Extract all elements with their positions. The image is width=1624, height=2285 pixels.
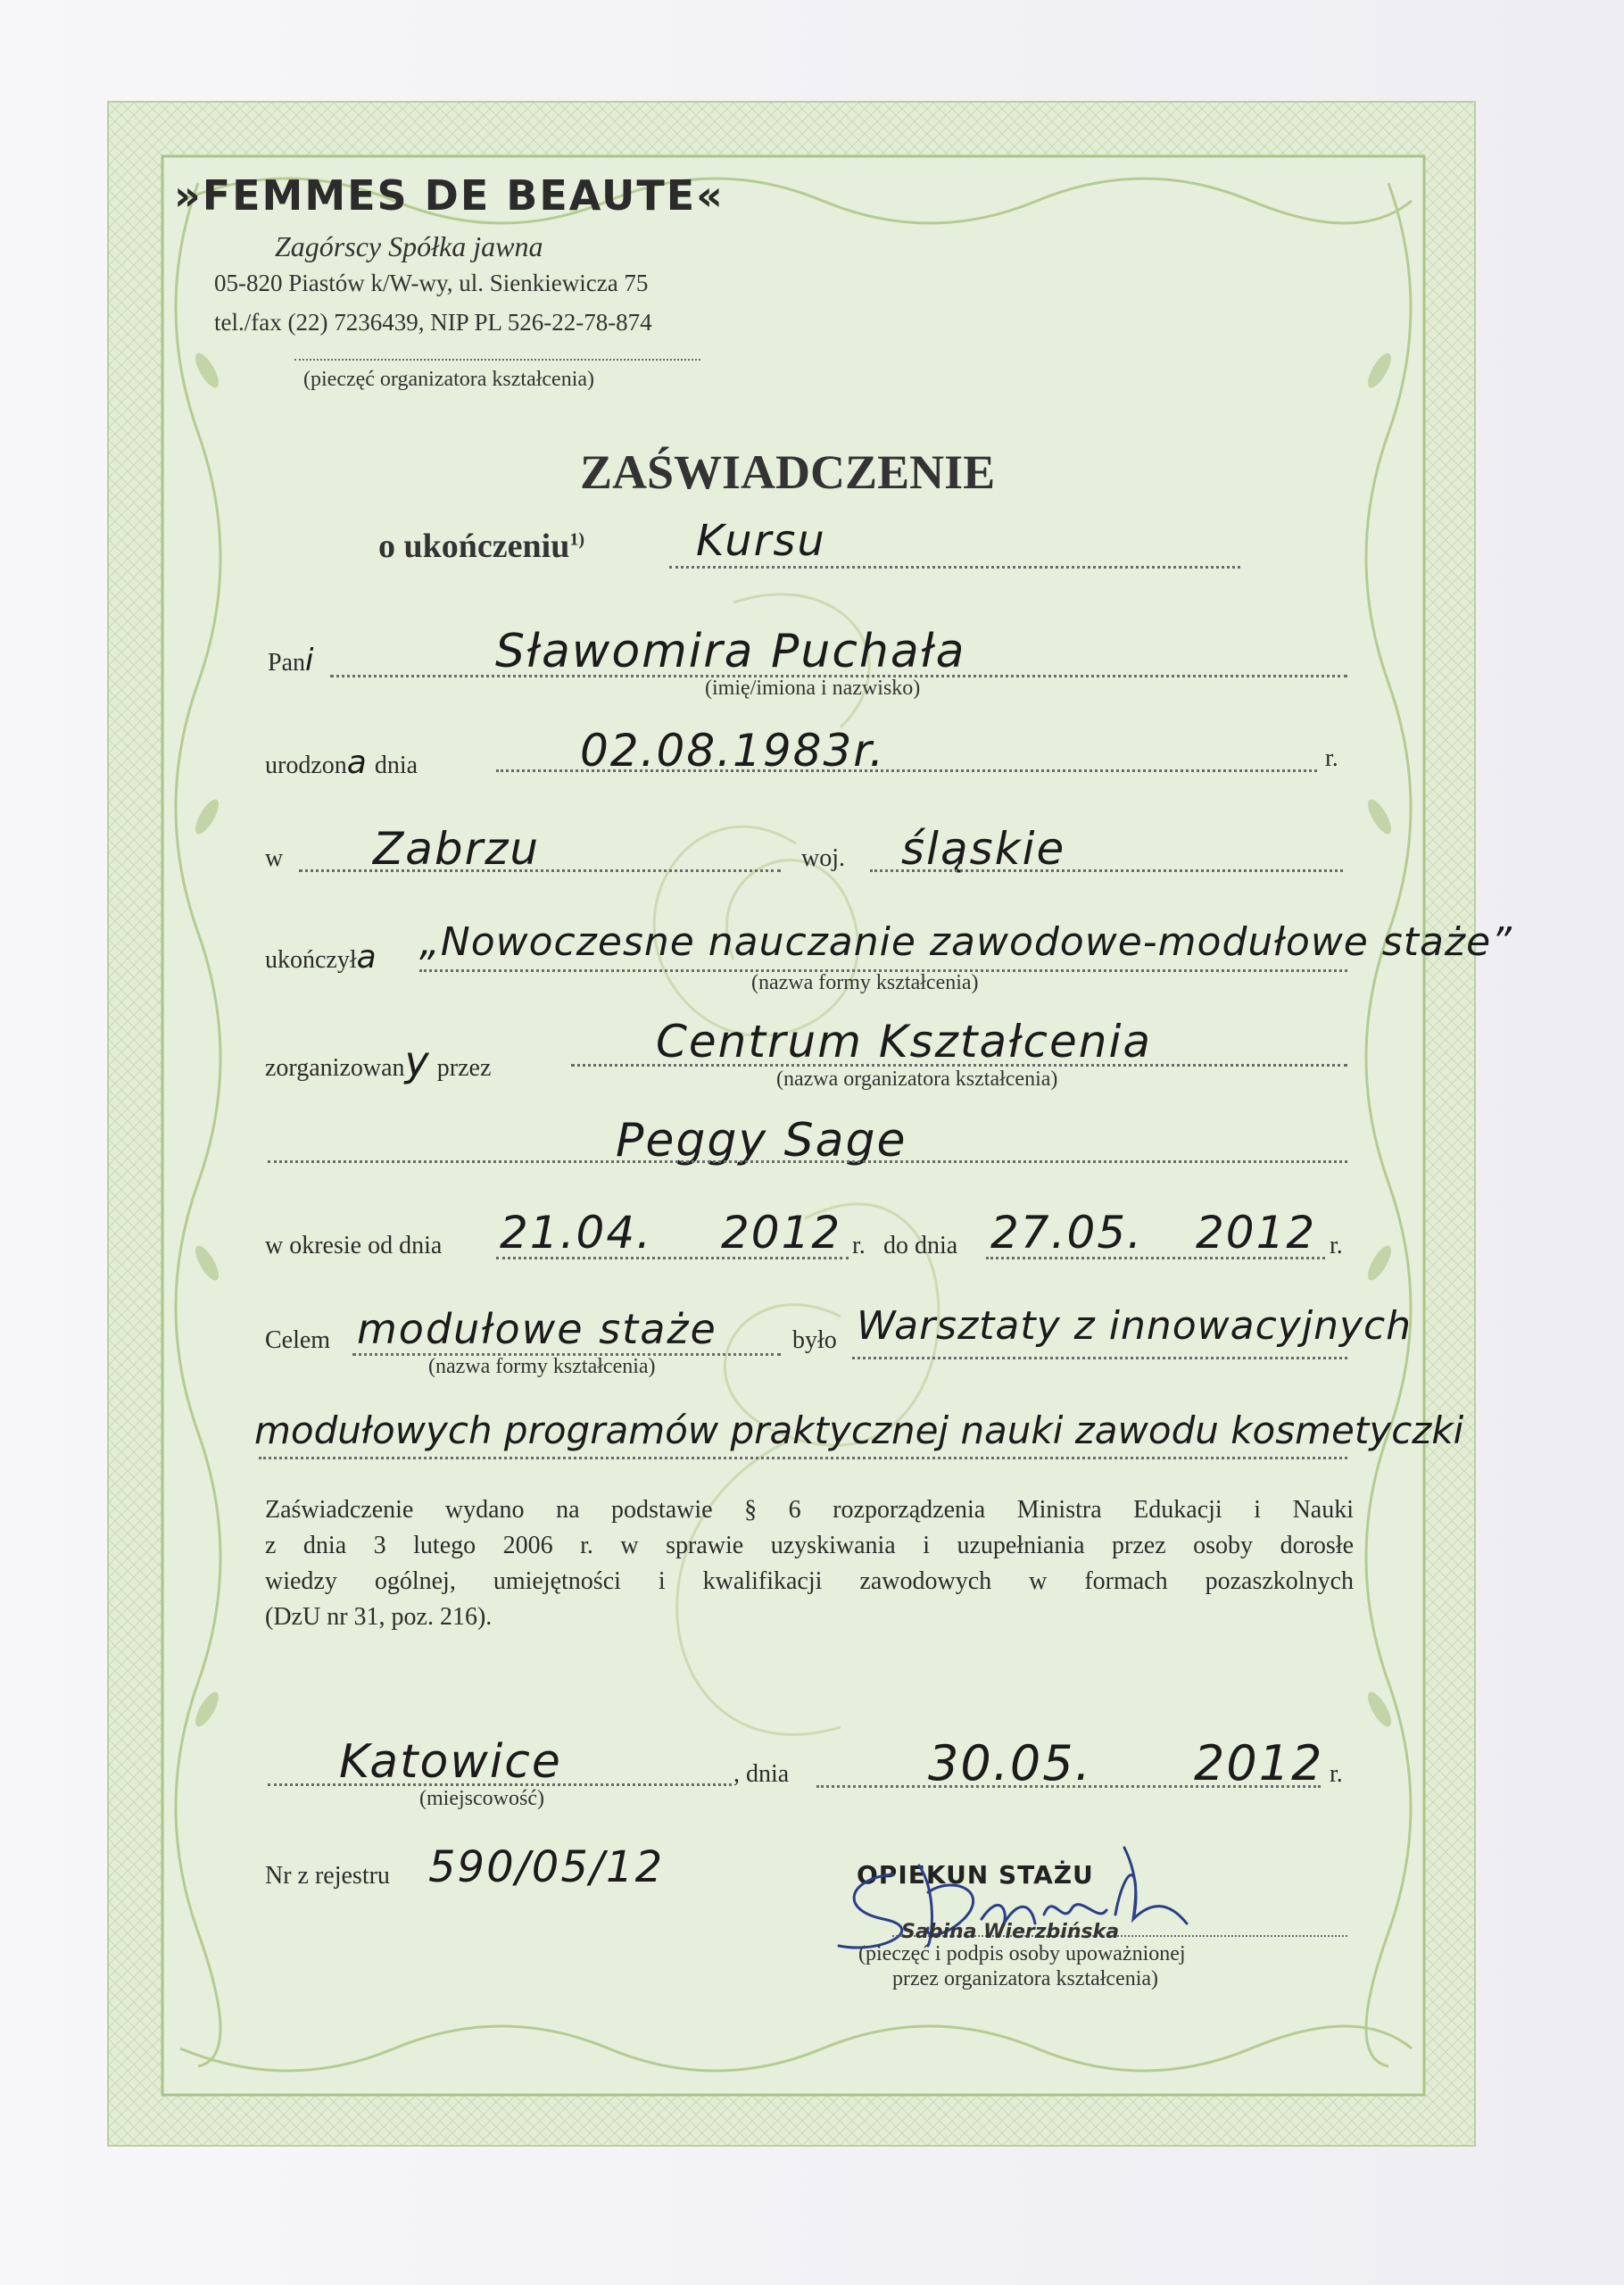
organizer-suffix: y xyxy=(404,1037,431,1085)
stamp-caption: (pieczęć organizatora kształcenia) xyxy=(303,368,595,391)
purpose-label: Celem xyxy=(265,1326,331,1354)
period-from-suffix: r. xyxy=(852,1232,866,1259)
organizer-by-label: przez xyxy=(436,1054,492,1082)
issue-date-dotted-line xyxy=(816,1785,1321,1788)
period-to-daymonth: 27.05. xyxy=(990,1207,1144,1259)
organizer-label-text: zorganizowan xyxy=(265,1054,405,1082)
stamp-company: »FEMMES DE BEAUTE« xyxy=(174,171,725,220)
purpose-form-caption: (nazwa formy kształcenia) xyxy=(428,1355,656,1378)
person-label xyxy=(268,643,315,678)
stamp-dotted-line xyxy=(294,359,700,361)
purpose-value-line2: modułowych programów praktycznej nauki zawodu kosmetyczki xyxy=(254,1408,1464,1452)
completion-label xyxy=(378,527,584,566)
purpose-dotted-line xyxy=(852,1357,1347,1359)
register-value: 590/05/12 xyxy=(428,1842,665,1892)
signature-caption-line1: (pieczęć i podpis osoby upoważnionej xyxy=(858,1942,1186,1965)
legal-text-line: z dnia 3 lutego 2006 r. w sprawie uzyskiwania i uzupełniania przez osoby dorosłe xyxy=(265,1532,1354,1559)
place-label: w xyxy=(265,844,284,872)
organizer-caption: (nazwa organizatora kształcenia) xyxy=(776,1068,1058,1091)
period-from-daymonth: 21.04. xyxy=(500,1207,653,1259)
person-label-text: Pan xyxy=(268,649,305,677)
birth-label-text: urodzon xyxy=(265,752,347,779)
person-name: Sławomira Puchała xyxy=(495,625,966,678)
issue-place: Katowice xyxy=(339,1735,562,1789)
period-to-label: do dnia xyxy=(883,1232,958,1259)
voivodeship-dotted-line xyxy=(870,869,1343,872)
organizer-label xyxy=(265,1037,491,1085)
stamp-owner: Zagórscy Spółka jawna xyxy=(275,230,543,262)
purpose-dotted-line-2 xyxy=(259,1457,1347,1459)
signature-caption-line2: przez organizatora kształcenia) xyxy=(892,1967,1159,1990)
completed-value: „Nowoczesne nauczanie zawodowe-modułowe staże” xyxy=(419,919,1512,965)
completion-dotted-line xyxy=(669,566,1240,569)
issue-date-daymonth: 30.05. xyxy=(928,1735,1092,1791)
birth-day-label: dnia xyxy=(374,752,418,779)
issue-place-dotted-line xyxy=(268,1783,732,1786)
voivodeship-label: woj. xyxy=(801,844,845,872)
completed-label xyxy=(265,939,378,976)
birth-date: 02.08.1983r. xyxy=(580,725,886,777)
organizer-value-line2: Peggy Sage xyxy=(616,1114,907,1167)
issue-date-suffix: r. xyxy=(1330,1760,1343,1788)
person-suffix: i xyxy=(305,643,316,678)
completion-value: Kursu xyxy=(696,516,826,566)
stamp-contact: tel./fax (22) 7236439, NIP PL 526-22-78-874 xyxy=(214,309,652,336)
issue-place-caption: (miejscowość) xyxy=(419,1787,544,1810)
legal-text-block xyxy=(265,1492,1354,1635)
organizer-dotted-line-2 xyxy=(268,1160,1347,1163)
legal-text-line: wiedzy ogólnej, umiejętności i kwalifikacji zawodowych w formach pozaszkolnych xyxy=(265,1567,1354,1595)
purpose-value-line1: Warsztaty z innowacyjnych xyxy=(857,1303,1413,1349)
period-to-dotted-line xyxy=(986,1257,1325,1259)
issue-day-label: , dnia xyxy=(733,1760,790,1788)
person-caption: (imię/imiona i nazwisko) xyxy=(705,677,921,700)
document-title: ZAŚWIADCZENIE xyxy=(580,445,996,499)
period-from-dotted-line xyxy=(496,1257,849,1259)
birth-suffix: a xyxy=(346,744,369,781)
place-dotted-line xyxy=(299,869,781,872)
legal-text-line: (DzU nr 31, poz. 216). xyxy=(265,1603,493,1631)
completed-suffix: a xyxy=(356,939,378,976)
period-to-suffix: r. xyxy=(1330,1232,1343,1259)
signature-stamp-title: OPIEKUN STAŻU xyxy=(857,1860,1094,1890)
completed-caption: (nazwa formy kształcenia) xyxy=(751,971,979,994)
place-value: Zabrzu xyxy=(373,823,541,875)
stamp-address: 05-820 Piastów k/W-wy, ul. Sienkiewicza 75 xyxy=(214,270,649,296)
issue-date-year: 2012 xyxy=(1194,1735,1324,1791)
purpose-was-label: było xyxy=(792,1326,837,1354)
register-label: Nr z rejestru xyxy=(265,1862,390,1890)
period-to-year: 2012 xyxy=(1196,1207,1317,1259)
organizer-value-line1: Centrum Kształcenia xyxy=(656,1016,1152,1068)
voivodeship-value: śląskie xyxy=(901,823,1066,875)
birth-label xyxy=(265,744,418,781)
completion-label-text: o ukończeniu xyxy=(378,528,570,565)
footnote-marker: 1) xyxy=(569,529,584,550)
birth-year-suffix: r. xyxy=(1325,744,1338,772)
signature-stamp-name: Sabina Wierzbińska xyxy=(901,1921,1120,1943)
period-label: w okresie od dnia xyxy=(265,1232,443,1259)
birth-dotted-line xyxy=(496,769,1317,772)
organizer-dotted-line xyxy=(571,1064,1347,1067)
purpose-form-value: modułowe staże xyxy=(357,1305,717,1353)
legal-text-line: Zaświadczenie wydano na podstawie § 6 rozporządzenia Ministra Edukacji i Nauki xyxy=(265,1496,1354,1524)
completed-label-text: ukończył xyxy=(265,946,357,974)
period-from-year: 2012 xyxy=(721,1207,842,1259)
